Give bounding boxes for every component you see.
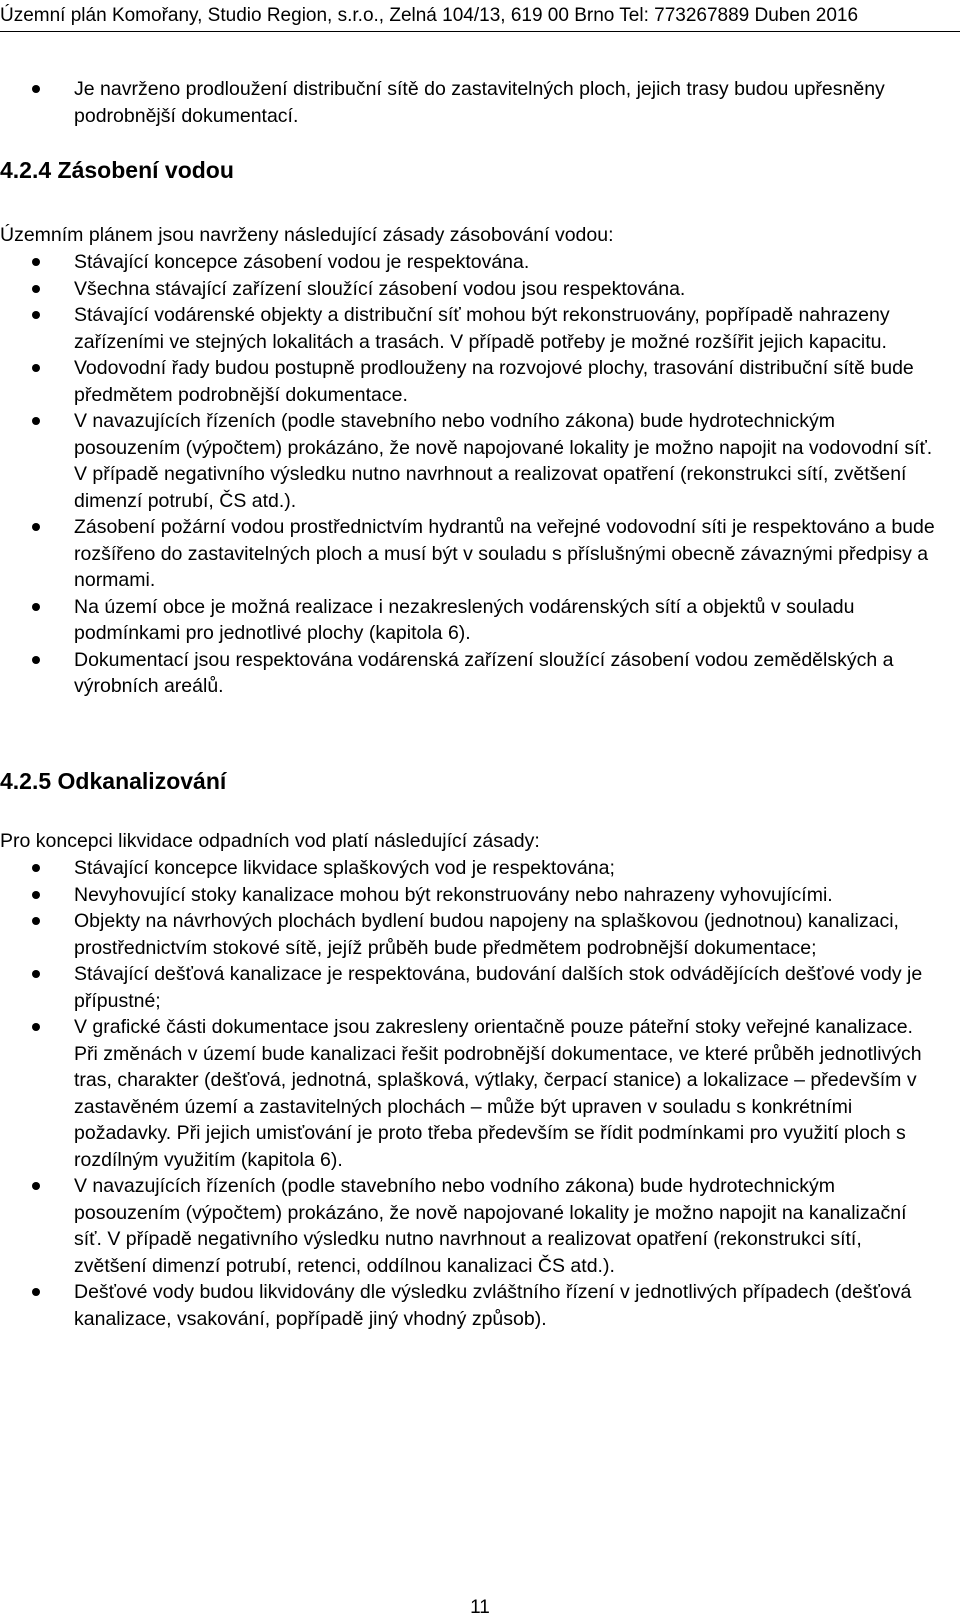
list-item-text: Stávající vodárenské objekty a distribuční síť mohou být rekonstruovány, popřípadě nahrazeny zařízeními ve stejných lokalitách a trasách. V případě potřeby je možné rozšířit jejich kapacitu. bbox=[74, 304, 890, 353]
list-item bbox=[0, 76, 960, 129]
bullet-icon bbox=[32, 1288, 40, 1296]
list-item bbox=[0, 1173, 935, 1279]
list-item bbox=[0, 908, 935, 961]
sewerage-list bbox=[0, 855, 935, 1332]
list-item-text: Vodovodní řady budou postupně prodlouženy na rozvojové plochy, trasování distribuční sítě bude předmětem podrobnější dokumentace. bbox=[74, 357, 914, 406]
header-divider bbox=[0, 31, 960, 32]
list-item bbox=[0, 855, 935, 882]
list-item bbox=[0, 961, 935, 1014]
list-item bbox=[0, 408, 935, 514]
list-item bbox=[0, 302, 935, 355]
list-item bbox=[0, 249, 935, 276]
list-item bbox=[0, 1014, 935, 1173]
bullet-icon bbox=[32, 656, 40, 664]
bullet-icon bbox=[32, 1023, 40, 1031]
list-item-text: Objekty na návrhových plochách bydlení budou napojeny na splaškovou (jednotnou) kanalizaci, prostřednictvím stokové sítě, jejíž průběh bude předmětem podrobnější dokumentace; bbox=[74, 910, 899, 959]
bullet-icon bbox=[32, 285, 40, 293]
list-item-text: Stávající dešťová kanalizace je respektována, budování dalších stok odvádějících dešťové vody je přípustné; bbox=[74, 963, 923, 1012]
bullet-icon bbox=[32, 523, 40, 531]
bullet-icon bbox=[32, 417, 40, 425]
list-item bbox=[0, 1279, 935, 1332]
water-supply-intro: Územním plánem jsou navrženy následující zásady zásobování vodou: bbox=[0, 224, 614, 246]
bullet-icon bbox=[32, 603, 40, 611]
bullet-icon bbox=[32, 85, 40, 93]
page-header: Územní plán Komořany, Studio Region, s.r.o., Zelná 104/13, 619 00 Brno Tel: 773267889 Duben 2016 bbox=[0, 5, 859, 26]
intro-section bbox=[0, 76, 960, 129]
list-item bbox=[0, 276, 935, 303]
list-item-text: Dešťové vody budou likvidovány dle výsledku zvláštního řízení v jednotlivých případech (dešťová kanalizace, vsakování, popřípadě jiný vhodný způsob). bbox=[74, 1281, 912, 1330]
sewerage-intro: Pro koncepci likvidace odpadních vod platí následující zásady: bbox=[0, 830, 540, 852]
intro-bullet-list bbox=[0, 76, 960, 129]
list-item-text: Dokumentací jsou respektována vodárenská zařízení sloužící zásobení vodou zemědělských a výrobních areálů. bbox=[74, 648, 894, 697]
bullet-icon bbox=[32, 1182, 40, 1190]
list-item-text: Stávající koncepce zásobení vodou je respektována. bbox=[74, 251, 530, 273]
section-heading-sewerage: 4.2.5 Odkanalizování bbox=[0, 768, 227, 794]
list-item-text: Stávající koncepce likvidace splaškových vod je respektována; bbox=[74, 857, 615, 879]
water-supply-list bbox=[0, 249, 935, 700]
bullet-icon bbox=[32, 917, 40, 925]
bullet-icon bbox=[32, 864, 40, 872]
list-item-text: V grafické části dokumentace jsou zakresleny orientačně pouze páteřní stoky veřejné kanalizace. Při změnách v území bude kanalizaci řešit podrobnější dokumentace, ve které průběh jednotlivých tras, charakter (dešťová, jednotná, splašková, výtlaky, čerpací stanice) a lokalizace – především v zastavěném území a zastavitelných plochách – může být upraven v souladu s konkrétními požadavky. Při jejich umisťování je proto třeba především se řídit podmínkami pro využití ploch s rozdílným využitím (kapitola 6). bbox=[74, 1016, 922, 1171]
list-item-text: V navazujících řízeních (podle stavebního nebo vodního zákona) bude hydrotechnickým posouzením (výpočtem) prokázáno, že nově napojované lokality je možno napojit na vodovodní síť. V případě negativního výsledku nutno navrhnout a realizovat opatření (rekonstrukci sítí, zvětšení dimenzí potrubí, ČS atd.). bbox=[74, 410, 933, 512]
list-item bbox=[0, 647, 935, 700]
bullet-icon bbox=[32, 258, 40, 266]
list-item-text: Na území obce je možná realizace i nezakreslených vodárenských sítí a objektů v souladu podmínkami pro jednotlivé plochy (kapitola 6). bbox=[74, 595, 855, 644]
list-item bbox=[0, 355, 935, 408]
bullet-icon bbox=[32, 970, 40, 978]
list-item bbox=[0, 514, 935, 594]
list-item-text: V navazujících řízeních (podle stavebního nebo vodního zákona) bude hydrotechnickým posouzením (výpočtem) prokázáno, že nově napojované lokality je možno napojit na kanalizační síť. V případě negativního výsledku nutno navrhnout a realizovat opatření (rekonstrukci sítí, zvětšení dimenzí potrubí, retenci, oddílnou kanalizaci ČS atd.). bbox=[74, 1175, 907, 1277]
list-item-text: Zásobení požární vodou prostřednictvím hydrantů na veřejné vodovodní síti je respektováno a bude rozšířeno do zastavitelných ploch a musí být v souladu s příslušnými obecně závaznými předpisy a normami. bbox=[74, 516, 935, 591]
section-heading-water-supply: 4.2.4 Zásobení vodou bbox=[0, 157, 234, 183]
list-item-text: Je navrženo prodloužení distribuční sítě do zastavitelných ploch, jejich trasy budou upřesněny podrobnější dokumentací. bbox=[74, 78, 885, 127]
page-number: 11 bbox=[470, 1597, 490, 1618]
bullet-icon bbox=[32, 311, 40, 319]
bullet-icon bbox=[32, 364, 40, 372]
list-item-text: Nevyhovující stoky kanalizace mohou být rekonstruovány nebo nahrazeny vyhovujícími. bbox=[74, 883, 833, 906]
bullet-icon bbox=[32, 891, 40, 899]
list-item bbox=[0, 594, 935, 647]
list-item-text: Všechna stávající zařízení sloužící zásobení vodou jsou respektována. bbox=[74, 277, 686, 300]
list-item bbox=[0, 882, 935, 909]
